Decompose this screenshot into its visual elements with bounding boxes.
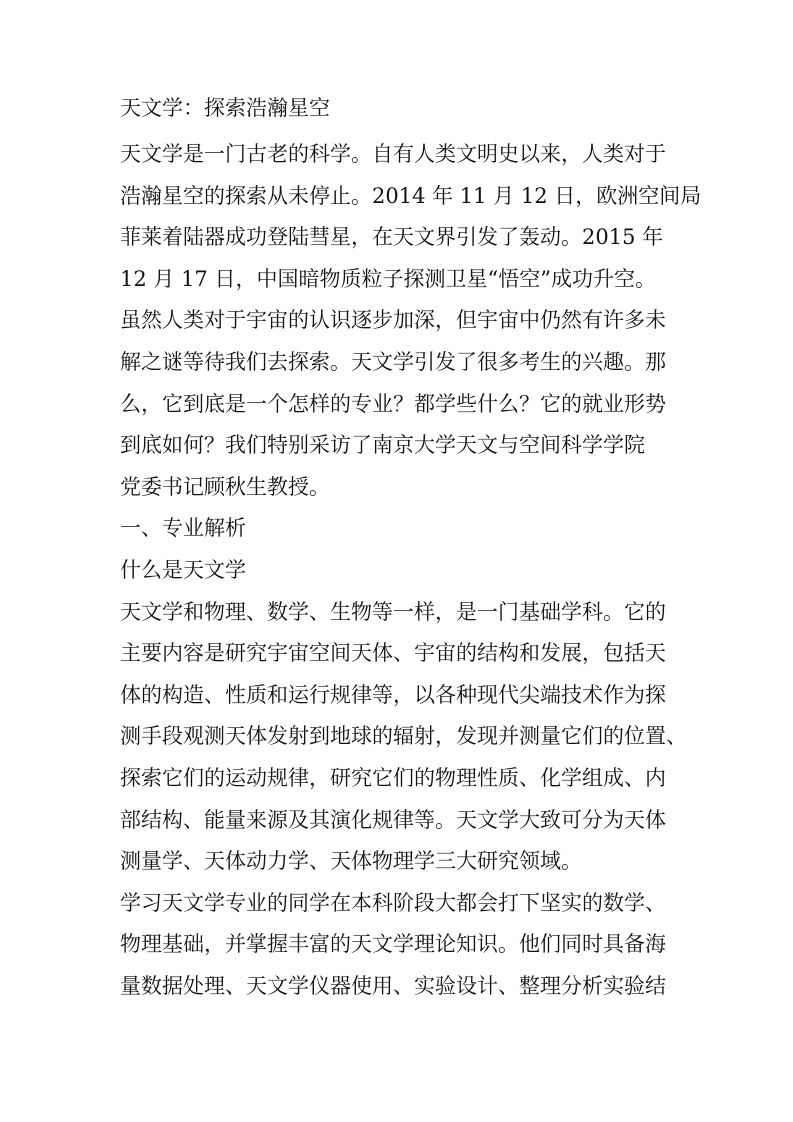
text-line: 12 月 17 日，中国暗物质粒子探测卫星“悟空”成功升空。 [120,266,656,291]
text-line: 菲莱着陆器成功登陆彗星，在天文界引发了轰动。2015 年 [120,225,664,250]
text-line: 什么是天文学 [120,557,246,582]
text-line: 量数据处理、天文学仪器使用、实验设计、整理分析实验结 [120,973,666,998]
text-line: 物理基础，并掌握丰富的天文学理论知识。他们同时具备海 [120,932,666,957]
document-title: 天文学：探索浩瀚星空 [120,96,330,120]
text-line: 主要内容是研究宇宙空间天体、宇宙的结构和发展，包括天 [120,641,666,666]
text-line: 测手段观测天体发射到地球的辐射，发现并测量它们的位置、 [120,724,687,749]
text-line: 体的构造、性质和运行规律等，以各种现代尖端技术作为探 [120,682,666,707]
text-line: 部结构、能量来源及其演化规律等。天文学大致可分为天体 [120,807,666,832]
text-line: 一、专业解析 [120,516,246,541]
text-line: 浩瀚星空的探索从未停止。2014 年 11 月 12 日，欧洲空间局 [120,183,702,208]
text-line: 到底如何？我们特别采访了南京大学天文与空间科学学院 [120,433,645,458]
text-line: 么，它到底是一个怎样的专业？都学些什么？它的就业形势 [120,391,666,416]
document-body [120,134,720,1007]
text-line: 测量学、天体动力学、天体物理学三大研究领域。 [120,849,582,874]
text-line: 党委书记顾秋生教授。 [120,474,330,499]
text-line: 天文学和物理、数学、生物等一样，是一门基础学科。它的 [120,599,666,624]
text-line: 天文学是一门古老的科学。自有人类文明史以来，人类对于 [120,142,666,166]
text-line: 探索它们的运动规律，研究它们的物理性质、化学组成、内 [120,765,666,790]
text-line: 学习天文学专业的同学在本科阶段大都会打下坚实的数学、 [120,890,666,915]
text-line: 虽然人类对于宇宙的认识逐步加深，但宇宙中仍然有许多未 [120,308,666,333]
text-line: 解之谜等待我们去探索。天文学引发了很多考生的兴趣。那 [120,349,666,374]
document-page [120,88,720,1007]
